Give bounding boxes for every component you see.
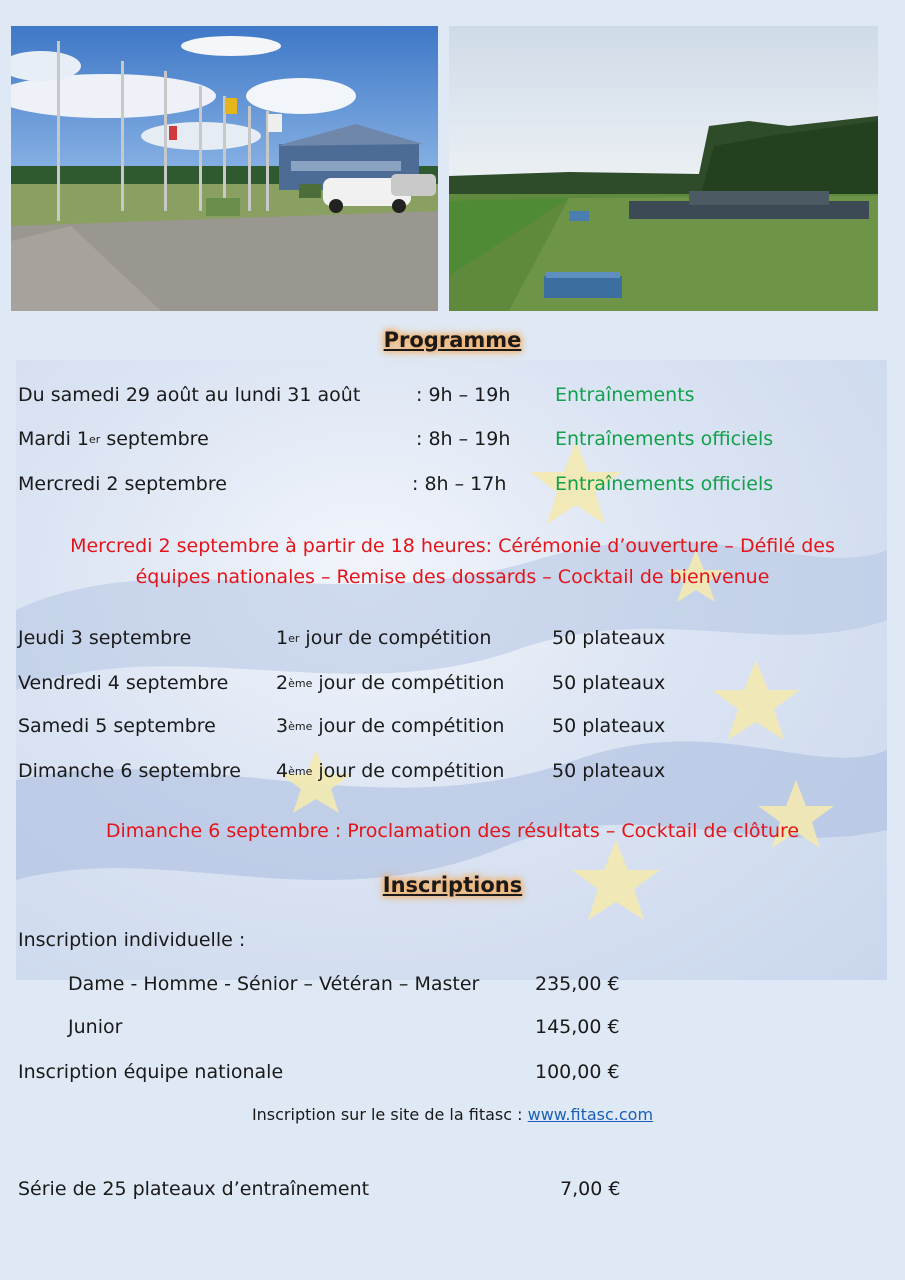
competition-day-1: Jeudi 3 septembre: [18, 627, 192, 649]
shooting-range-photo: [449, 26, 878, 311]
competition-label-1: 1er jour de compétition: [276, 627, 492, 649]
junior-label: Junior: [68, 1016, 123, 1038]
training-hours-2: : 8h – 19h: [416, 428, 511, 450]
inscriptions-heading: Inscriptions: [382, 873, 523, 897]
training-series-label: Série de 25 plateaux d’entraînement: [18, 1178, 370, 1200]
competition-targets-2: 50 plateaux: [552, 672, 666, 694]
clubhouse-photo: [11, 26, 438, 311]
ceremony-line-1: Mercredi 2 septembre à partir de 18 heures: Cérémonie d’ouverture – Défilé des: [70, 535, 835, 557]
ceremony-line-2: équipes nationales – Remise des dossards – Cocktail de bienvenue: [135, 566, 770, 588]
junior-price: 145,00 €: [535, 1016, 620, 1038]
training-date-1: Du samedi 29 août au lundi 31 août: [18, 384, 361, 406]
categories-label: Dame - Homme - Sénior – Vétéran – Master: [68, 973, 480, 995]
competition-label-4: 4ème jour de compétition: [276, 760, 505, 782]
competition-targets-4: 50 plateaux: [552, 760, 666, 782]
competition-day-2: Vendredi 4 septembre: [18, 672, 229, 694]
training-activity-3: Entraînements officiels: [555, 473, 774, 495]
fitasc-link[interactable]: www.fitasc.com: [527, 1105, 654, 1124]
training-hours-3: : 8h – 17h: [412, 473, 507, 495]
competition-label-3: 3ème jour de compétition: [276, 715, 505, 737]
categories-price: 235,00 €: [535, 973, 620, 995]
registration-site-line: Inscription sur le site de la fitasc : www.fitasc.com: [251, 1105, 654, 1124]
training-hours-1: : 9h – 19h: [416, 384, 511, 406]
competition-day-3: Samedi 5 septembre: [18, 715, 216, 737]
training-activity-1: Entraînements: [555, 384, 695, 406]
closing-announcement: Dimanche 6 septembre : Proclamation des résultats – Cocktail de clôture: [105, 820, 800, 842]
training-series-price: 7,00 €: [560, 1178, 621, 1200]
competition-day-4: Dimanche 6 septembre: [18, 760, 241, 782]
competition-label-2: 2ème jour de compétition: [276, 672, 505, 694]
training-activity-2: Entraînements officiels: [555, 428, 774, 450]
training-date-2: Mardi 1er septembre: [18, 428, 209, 450]
training-date-3: Mercredi 2 septembre: [18, 473, 227, 495]
competition-targets-1: 50 plateaux: [552, 627, 666, 649]
individual-registration-label: Inscription individuelle :: [18, 929, 246, 951]
competition-targets-3: 50 plateaux: [552, 715, 666, 737]
programme-heading: Programme: [383, 328, 522, 352]
team-registration-label: Inscription équipe nationale: [18, 1061, 284, 1083]
team-price: 100,00 €: [535, 1061, 620, 1083]
